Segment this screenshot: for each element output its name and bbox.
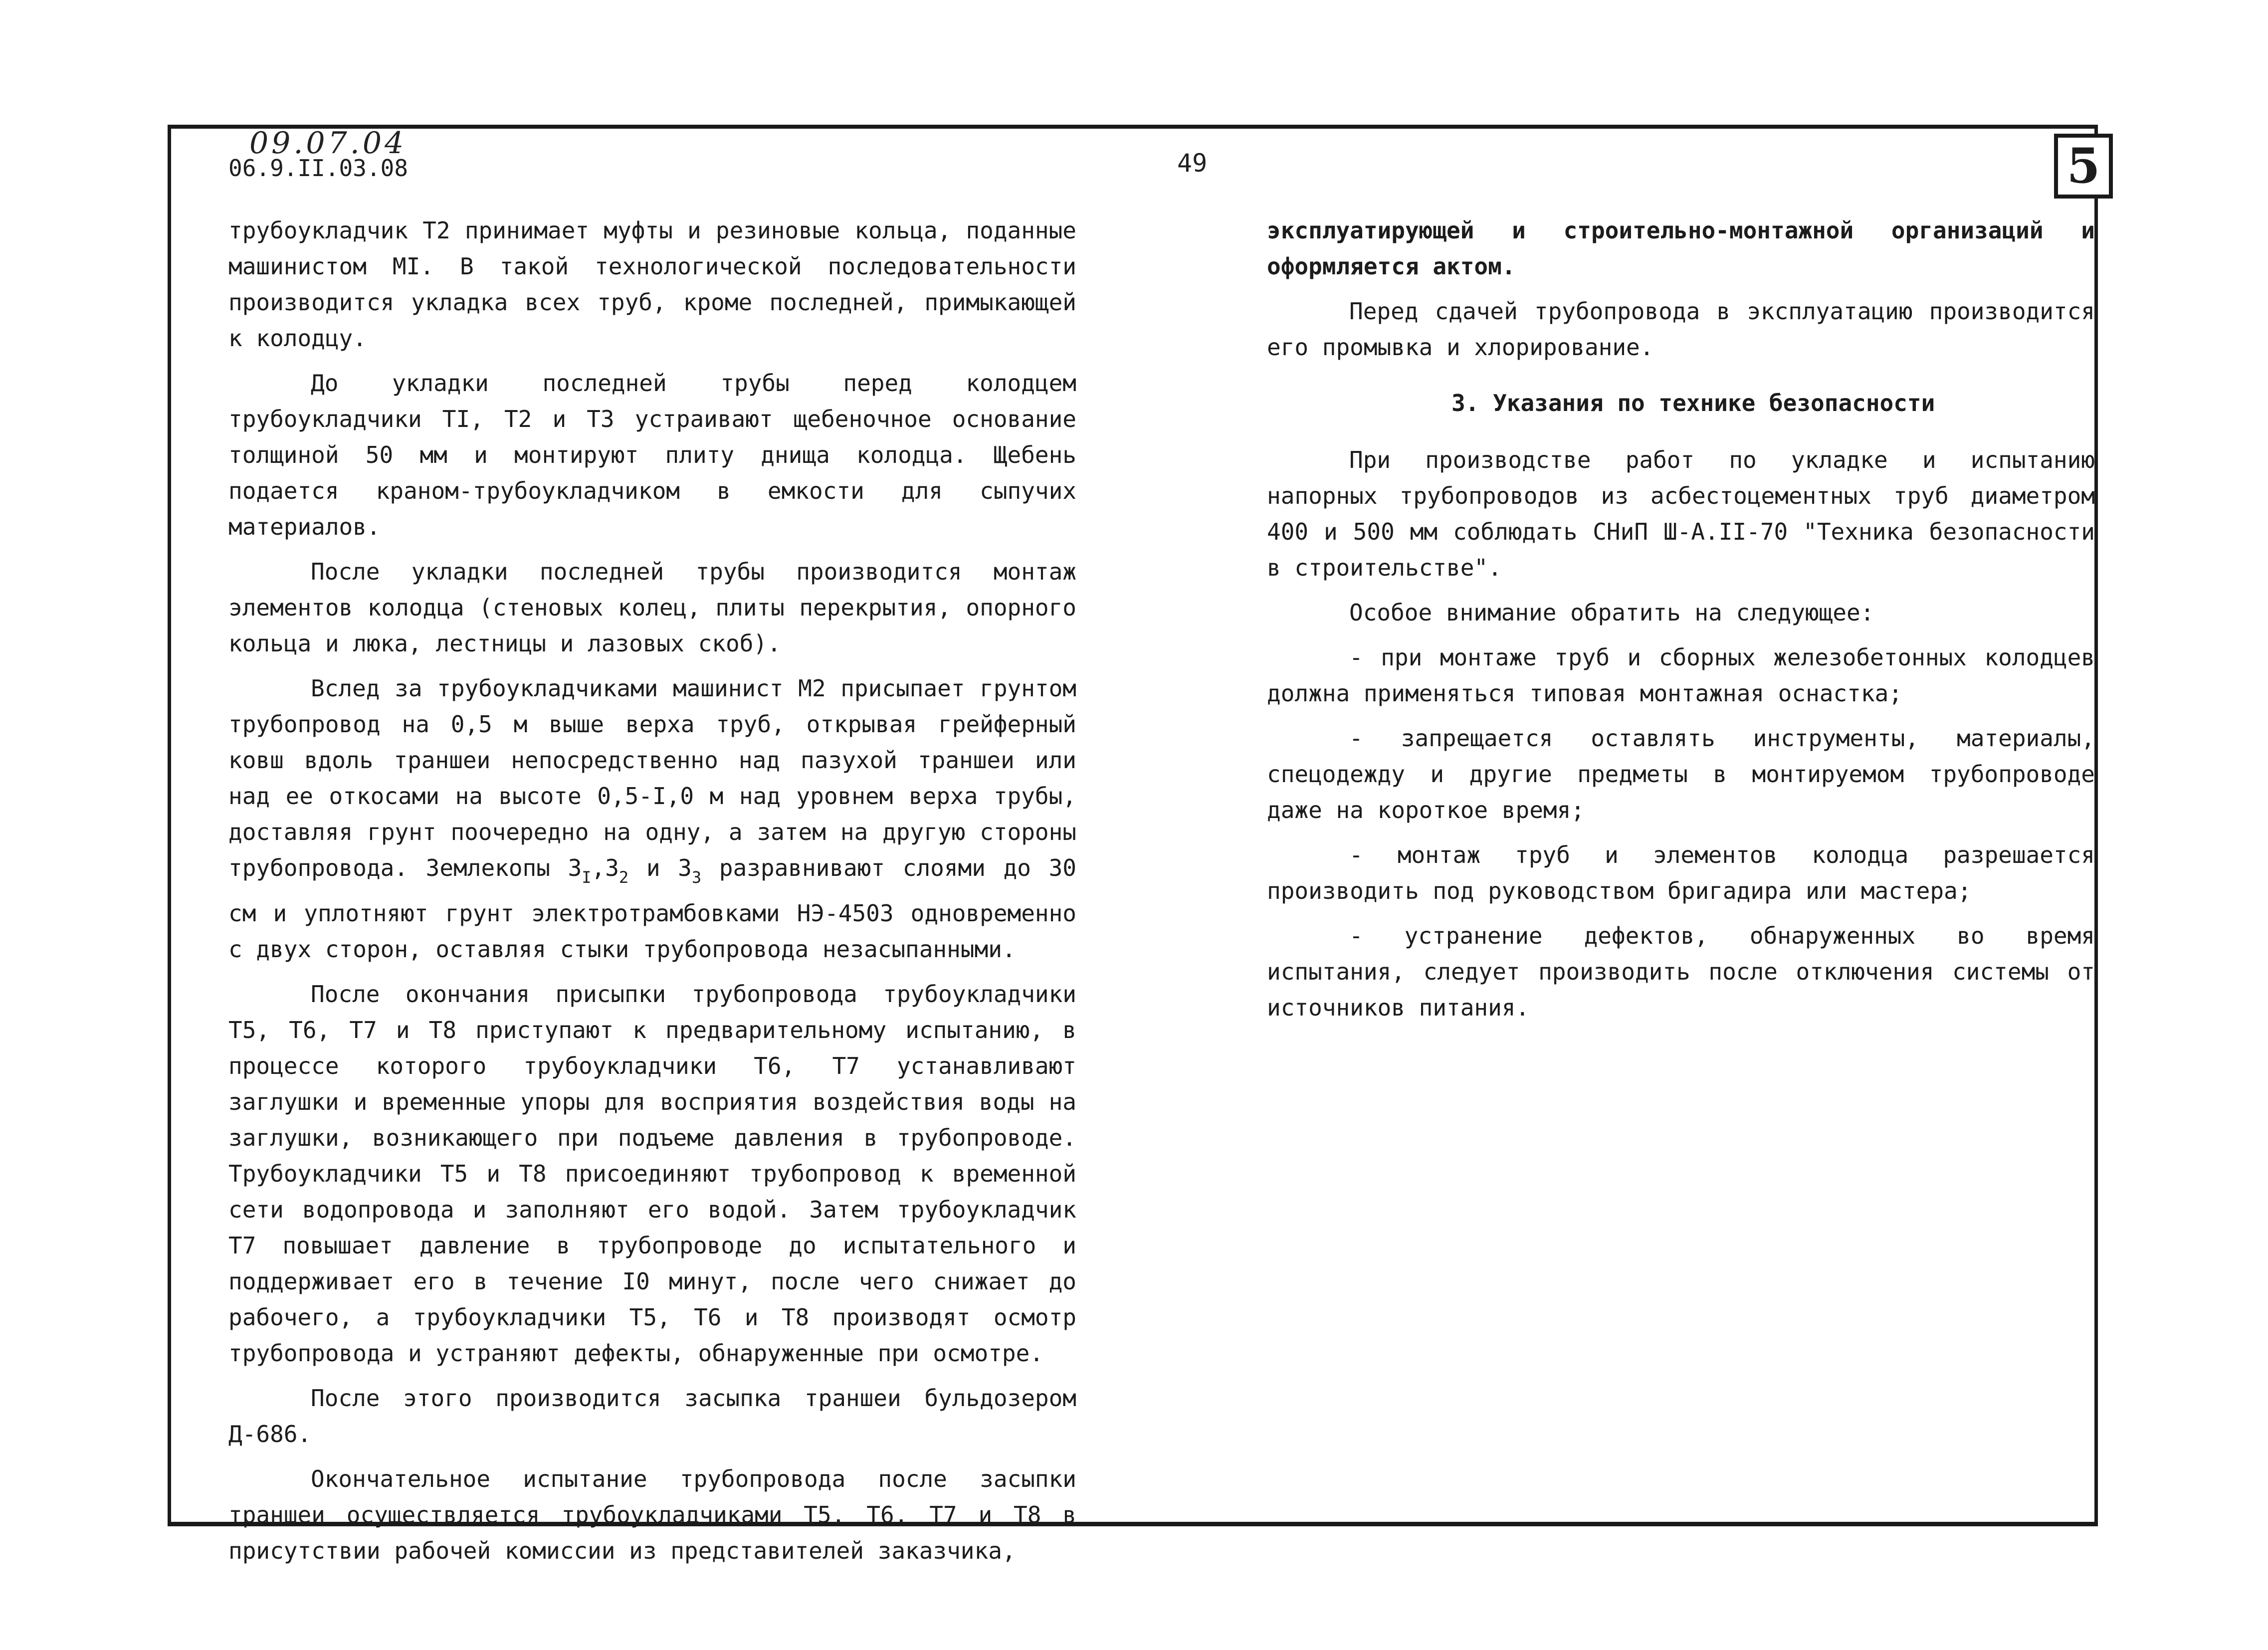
sheet-number: 5 — [2066, 138, 2100, 194]
right-paragraph-4: Особое внимание обратить на следующее: — [1349, 599, 1874, 626]
left-paragraph-4-text-b: разравнивают слоями до 30 см и уплотняют грунт электротрамбовками НЭ-4503 одновременно с двух сторон, оставляя стыки трубопровода незасыпанными. — [228, 854, 1076, 963]
subscript-3: 3 — [691, 868, 702, 887]
subscript-1: I — [582, 868, 592, 887]
conjunction-text: и З — [628, 854, 692, 881]
document-code: 06.9.II.03.08 — [228, 155, 409, 182]
section-heading: 3. Указания по технике безопасности — [1451, 390, 1935, 416]
handwritten-code: 09.07.04 — [249, 126, 407, 161]
safety-item-2: - запрещается оставлять инструменты, материалы, спецодежду и другие предметы в монтируемом трубопроводе даже на короткое время; — [1267, 725, 2095, 824]
left-column — [228, 212, 1076, 1569]
right-paragraph-1: эксплуатирующей и строительно-монтажной организаций и оформляется актом. — [1267, 217, 2095, 280]
left-paragraph-1: трубоукладчик Т2 принимает муфты и резиновые кольца, поданные машинистом МI. В такой технологической последовательности производится укладка всех труб, кроме последней, примыкающей к колодцу. — [228, 217, 1076, 352]
left-paragraph-2: До укладки последней трубы перед колодцем трубоукладчики ТI, Т2 и Т3 устраивают щебеночное основание толщиной 50 мм и монтируют плиту днища колодца. Щебень подается краном-трубоукладчиком в емкости для сыпучих материалов. — [228, 370, 1076, 540]
left-paragraph-6: После этого производится засыпка траншеи бульдозером Д-686. — [228, 1385, 1076, 1447]
safety-item-3: - монтаж труб и элементов колодца разрешается производить под руководством бригадира или мастера; — [1267, 841, 2095, 904]
right-column — [1267, 212, 2095, 1034]
sheet-number-box — [2054, 134, 2113, 199]
safety-item-1: - при монтаже труб и сборных железобетонных колодцев должна применяться типовая монтажная оснастка; — [1267, 644, 2095, 707]
left-paragraph-5: После окончания присыпки трубопровода трубоукладчики Т5, Т6, Т7 и Т8 приступают к предварительному испытанию, в процессе которого трубоукладчики Т6, Т7 устанавливают заглушки и временные упоры для восприятия воздействия воды на заглушки, возникающего при подъеме давления в трубопроводе. Трубоукладчики Т5 и Т8 присоединяют трубопровод к временной сети водопровода и заполняют его водой. Затем трубоукладчик Т7 повышает давление в трубопроводе до испытательного и поддерживает его в течение I0 минут, после чего снижает до рабочего, а трубоукладчики Т5, Т6 и Т8 производят осмотр трубопровода и устраняют дефекты, обнаруженные при осмотре. — [228, 981, 1076, 1367]
left-paragraph-3: После укладки последней трубы производится монтаж элементов колодца (стеновых колец, плиты перекрытия, опорного кольца и люка, лестницы и лазовых скоб). — [228, 558, 1076, 657]
right-paragraph-3: При производстве работ по укладке и испытанию напорных трубопроводов из асбестоцементных труб диаметром 400 и 500 мм соблюдать СНиП Ш-А.II-70 "Техника безопасности в строительстве". — [1267, 446, 2095, 581]
left-paragraph-7: Окончательное испытание трубопровода после засыпки траншеи осуществляется трубоукладчиками Т5, Т6, Т7 и Т8 в присутствии рабочей комиссии из представителей заказчика, — [228, 1465, 1076, 1564]
page-number: 49 — [1177, 149, 1208, 178]
left-paragraph-4-text-a: Вслед за трубоукладчиками машинист М2 присыпает грунтом трубопровод на 0,5 м выше верха труб, открывая грейферный ковш вдоль траншеи непосредственно над пазухой траншеи или над ее откосами на высоте 0,5-I,0 м над уровнем верха трубы, доставляя грунт поочередно на одну, а затем на другую стороны трубопровода. Землекопы З — [228, 675, 1076, 881]
right-paragraph-2: Перед сдачей трубопровода в эксплуатацию производится его промывка и хлорирование. — [1267, 298, 2095, 361]
safety-item-4: - устранение дефектов, обнаруженных во время испытания, следует производить после отключения системы от источников питания. — [1267, 922, 2095, 1021]
separator-text: ,З — [591, 854, 619, 881]
left-paragraph-4 — [228, 670, 1076, 967]
subscript-2: 2 — [619, 868, 629, 887]
